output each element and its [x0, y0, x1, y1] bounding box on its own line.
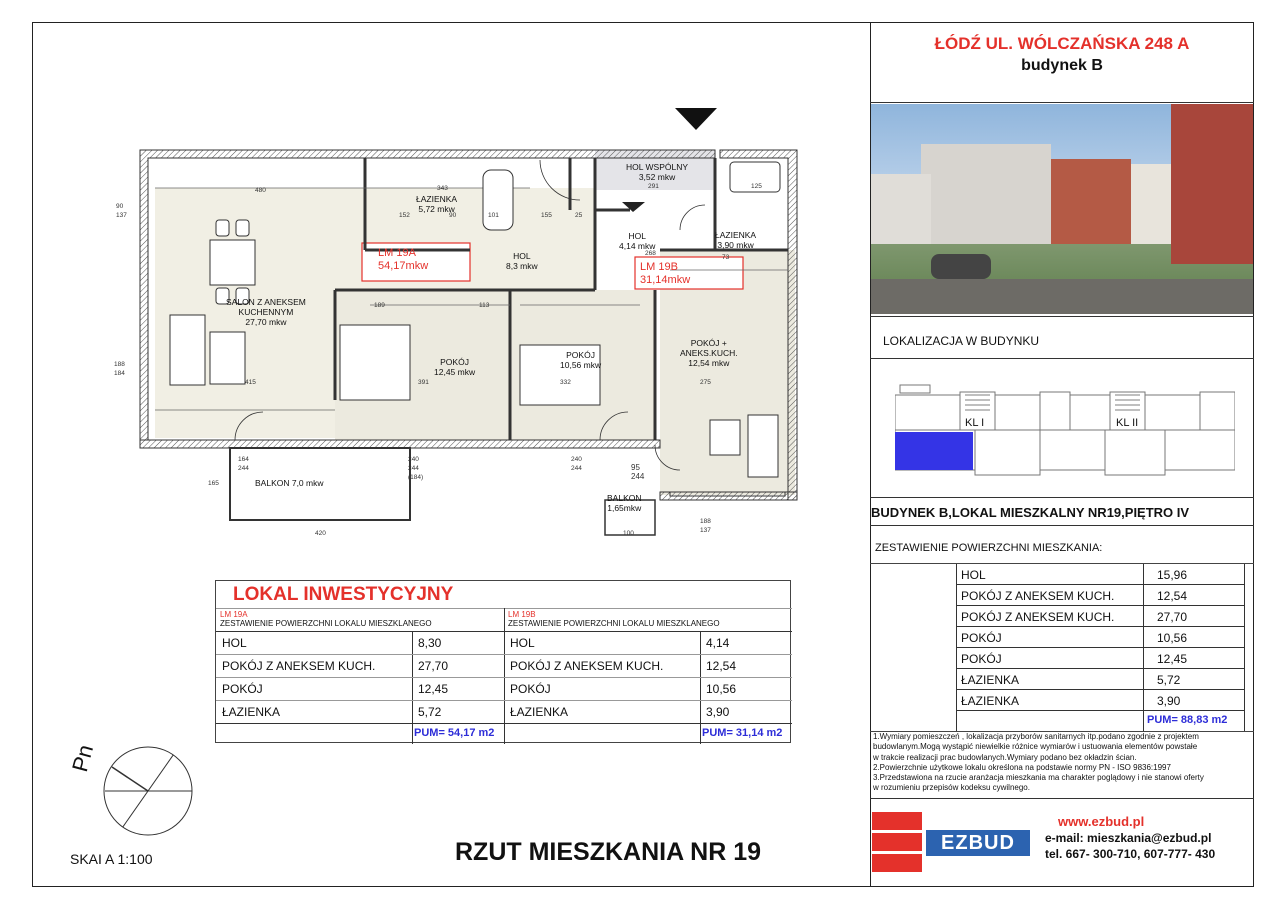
- room-lazienka-b: ŁAZIENKA 3,90 mkw: [715, 230, 757, 250]
- summary-row-value: 5,72: [1157, 673, 1181, 687]
- unit-19a-code: LM 19A: [220, 610, 248, 619]
- investment-row-value: 3,90: [706, 705, 730, 719]
- summary-row-value: 3,90: [1157, 694, 1181, 708]
- dim-391: 391: [418, 379, 429, 386]
- ezbud-logo: EZBUD: [870, 810, 1032, 878]
- notes: [873, 732, 1204, 794]
- investment-row-value: 12,45: [418, 682, 449, 696]
- location-caption: LOKALIZACJA W BUDYNKU: [883, 334, 1040, 348]
- note-line: w rozumieniu przepisów kodeksu cywilnego.: [873, 783, 1030, 793]
- unit-location-highlight: [895, 432, 973, 470]
- divider: [870, 497, 1254, 498]
- summary-row-value: 12,54: [1157, 589, 1188, 603]
- unit-19b-code: LM 19B: [508, 610, 536, 619]
- unit-19b-subtitle: ZESTAWIENIE POWIERZCHNI LOKALU MIESZKLANEGO: [508, 619, 720, 628]
- investment-row-value: 27,70: [418, 659, 449, 673]
- room-balkon-a: BALKON 7,0 mkw: [255, 478, 324, 488]
- room-hol-wspolny: HOL WSPÓLNY 3,52 mkw: [626, 162, 689, 182]
- dim-275: 275: [700, 379, 711, 386]
- room-salon: SALON Z ANEKSEM KUCHENNYM 27,70 mkw: [226, 297, 306, 327]
- dim-25: 25: [575, 212, 583, 219]
- investment-row-name: POKÓJ Z ANEKSEM KUCH.: [510, 659, 664, 673]
- summary-row-value: 10,56: [1157, 631, 1188, 645]
- dim-155: 155: [541, 212, 552, 219]
- building-title: budynek B: [1021, 57, 1103, 74]
- investment-row-value: 4,14: [706, 636, 730, 650]
- unit-19a-pum: PUM= 54,17 m2: [414, 727, 495, 739]
- dim-189: 189: [374, 302, 385, 309]
- divider: [870, 316, 1254, 317]
- floor-plan: [100, 100, 820, 560]
- dim-480: 480: [255, 187, 266, 194]
- dim-113: 113: [479, 302, 490, 309]
- divider: [870, 358, 1254, 359]
- dim-152: 152: [399, 212, 410, 219]
- unit-19a-subtitle: ZESTAWIENIE POWIERZCHNI LOKALU MIESZKLANEGO: [220, 619, 432, 628]
- summary-row-value: 15,96: [1157, 568, 1188, 582]
- dim-90: 90: [449, 212, 457, 219]
- dim-right-bottom: 188 137: [700, 518, 711, 534]
- dim-343: 343: [437, 185, 448, 192]
- investment-row-value: 5,72: [418, 705, 442, 719]
- divider: [870, 102, 1254, 103]
- investment-row-name: POKÓJ Z ANEKSEM KUCH.: [222, 659, 376, 673]
- investment-table: [215, 580, 791, 743]
- investment-row-name: HOL: [222, 636, 247, 650]
- room-pokoj-b: POKÓJ 10,56 mkw: [560, 350, 602, 370]
- unit-19a-label: LM 19A 54,17mkw: [378, 247, 429, 272]
- dim-332: 332: [560, 379, 571, 386]
- website-link[interactable]: www.ezbud.pl: [1058, 814, 1145, 829]
- entrance-arrow-icon: [675, 108, 717, 130]
- dim-415: 415: [245, 379, 256, 386]
- building-rendering-image: [871, 104, 1253, 314]
- summary-pum: PUM= 88,83 m2: [1147, 714, 1228, 726]
- room-balkon-b: BALKON 1,65mkw: [607, 493, 642, 513]
- investment-row-name: HOL: [510, 636, 535, 650]
- investment-row-name: ŁAZIENKA: [222, 705, 281, 719]
- unit-19b-label: LM 19B 31,14mkw: [640, 261, 691, 286]
- note-line: 2.Powierzchnie użytkowe lokalu określona na podstawie normy PN - ISO 9836:1997: [873, 762, 1171, 772]
- divider: [870, 798, 1254, 799]
- dim-100: 100: [623, 530, 634, 537]
- north-compass-icon: [100, 745, 200, 840]
- location-schematic: [895, 380, 1235, 480]
- phone-contact: tel. 667- 300-710, 607-777- 430: [1045, 847, 1216, 861]
- dim-balkon-a-left: 164 244: [238, 456, 249, 472]
- dim-left-top: 90 137: [116, 203, 127, 219]
- note-line: 3.Przedstawiona na rzucie aranżacja mieszkania ma charakter poglądowy i nie stanowi oferty: [873, 773, 1204, 783]
- room-hol-b: HOL 4,14 mkw: [619, 231, 656, 251]
- dim-73: 73: [722, 254, 730, 261]
- summary-row-value: 27,70: [1157, 610, 1188, 624]
- note-line: 1.Wymiary pomieszczeń , lokalizacja przyborów sanitarnych itp.podano zgodnie z projektem: [873, 732, 1199, 741]
- dim-291: 291: [648, 183, 659, 190]
- investment-row-value: 8,30: [418, 636, 442, 650]
- summary-row-name: POKÓJ: [961, 631, 1002, 645]
- dim-101: 101: [488, 212, 499, 219]
- note-line: budowlanym.Mogą wystąpić niewielkie różnice wymiarów i ustuowania elementów powstałe: [873, 742, 1198, 752]
- plan-title: RZUT MIESZKANIA NR 19: [455, 838, 762, 866]
- summary-row-name: HOL: [961, 568, 986, 582]
- stairwell-label: KL II: [1116, 417, 1139, 429]
- note-line: w trakcie realizacji prac budowlanych.Wymiary podano bez okładzin ścian.: [873, 752, 1137, 762]
- dim-balkon-b-left: 240 244: [571, 456, 582, 472]
- stairwell-label: KL I: [965, 417, 985, 429]
- email-contact[interactable]: e-mail: mieszkania@ezbud.pl: [1045, 831, 1212, 845]
- room-hol-a: HOL 8,3 mkw: [506, 251, 538, 271]
- investment-title: LOKAL INWESTYCYJNY: [233, 584, 454, 605]
- investment-row-value: 12,54: [706, 659, 737, 673]
- room-lazienka-a: ŁAZIENKA 5,72 mkw: [416, 194, 458, 214]
- summary-row-name: POKÓJ Z ANEKSEM KUCH.: [961, 589, 1115, 603]
- dim-balkon-b: 95 244: [631, 463, 645, 481]
- dim-268: 268: [645, 250, 656, 257]
- investment-row-name: POKÓJ: [222, 682, 263, 696]
- summary-row-name: POKÓJ: [961, 652, 1002, 666]
- summary-table: [870, 563, 1254, 732]
- scale-label: SKAI A 1:100: [70, 851, 153, 867]
- address-title: ŁÓDŹ UL. WÓLCZAŃSKA 248 A: [934, 34, 1190, 53]
- summary-row-name: POKÓJ Z ANEKSEM KUCH.: [961, 610, 1115, 624]
- dim-balkon-a-right: 240 244 (184): [408, 456, 424, 481]
- summary-heading: ZESTAWIENIE POWIERZCHNI MIESZKANIA:: [875, 542, 1103, 554]
- investment-row-value: 10,56: [706, 682, 737, 696]
- summary-row-name: ŁAZIENKA: [961, 673, 1020, 687]
- unit-title: BUDYNEK B,LOKAL MIESZKALNY NR19,PIĘTRO IV: [871, 505, 1190, 520]
- compass-label: Pn: [67, 741, 99, 775]
- summary-row-value: 12,45: [1157, 652, 1188, 666]
- dim-420: 420: [315, 530, 326, 537]
- dim-165: 165: [208, 480, 219, 487]
- investment-row-name: ŁAZIENKA: [510, 705, 569, 719]
- room-pokoj-a: POKÓJ 12,45 mkw: [434, 357, 476, 377]
- investment-row-name: POKÓJ: [510, 682, 551, 696]
- dim-left-mid: 188 184: [114, 361, 125, 377]
- summary-row-name: ŁAZIENKA: [961, 694, 1020, 708]
- dim-125: 125: [751, 183, 762, 190]
- unit-19b-pum: PUM= 31,14 m2: [702, 727, 783, 739]
- room-pokoj-aneks: POKÓJ + ANEKS.KUCH. 12,54 mkw: [680, 338, 738, 368]
- divider: [870, 525, 1254, 526]
